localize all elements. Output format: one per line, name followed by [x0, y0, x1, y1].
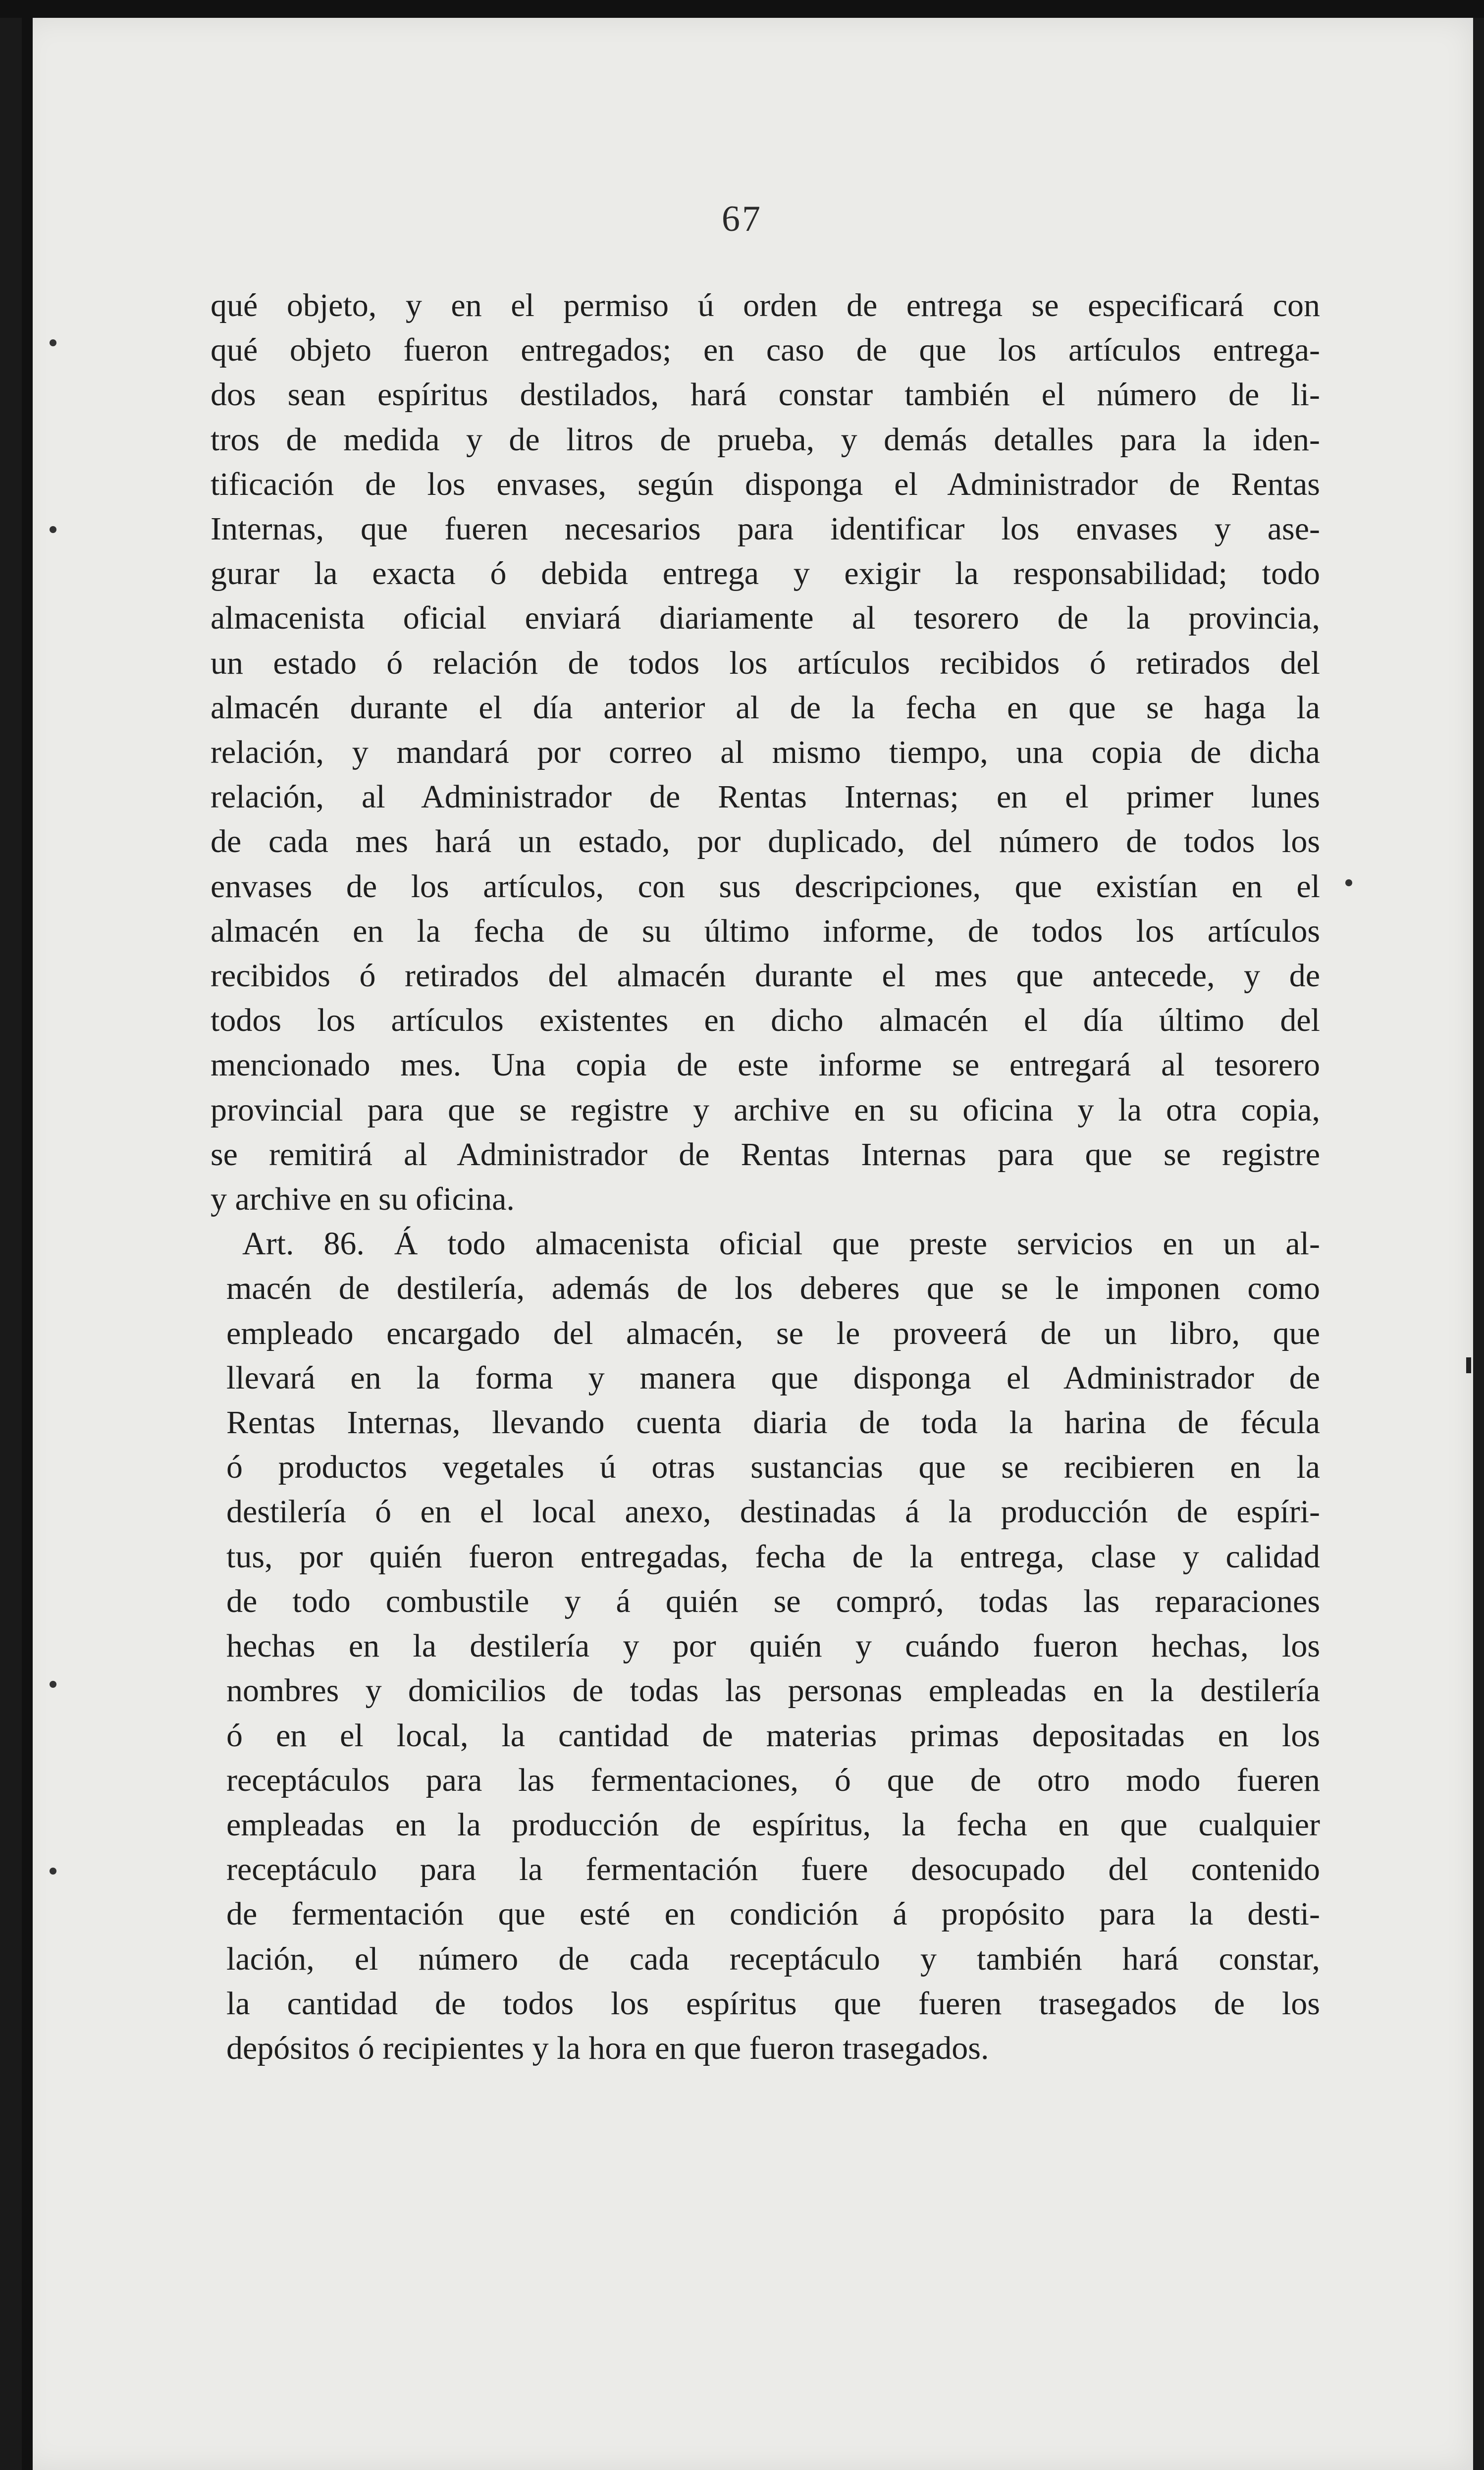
margin-mark — [1345, 879, 1352, 886]
paragraph-continuation — [211, 283, 1320, 1222]
text-line: receptáculos para las fermentaciones, ó que de otro modo fueren — [226, 1762, 1320, 1798]
text-line: de fermentación que esté en condición á propósito para la desti- — [226, 1896, 1320, 1933]
text-line: la cantidad de todos los espíritus que fueren trasegados de los — [226, 1985, 1320, 2022]
text-line: ó en el local, la cantidad de materias primas depositadas en los — [226, 1717, 1320, 1754]
text-line: envases de los artículos, con sus descripciones, que existían en el — [211, 868, 1320, 905]
text-line: relación, al Administrador de Rentas Internas; en el primer lunes — [211, 779, 1320, 815]
text-line: un estado ó relación de todos los artículos recibidos ó retirados del — [211, 644, 1320, 681]
text-line: Art. 86. Á todo almacenista oficial que preste servicios en un al- — [242, 1226, 1320, 1262]
margin-mark — [1466, 1357, 1471, 1373]
text-line: qué objeto fueron entregados; en caso de que los artículos entrega- — [211, 332, 1320, 369]
text-line: tros de medida y de litros de prueba, y demás detalles para la iden- — [211, 421, 1320, 458]
text-line: hechas en la destilería y por quién y cuándo fueron hechas, los — [226, 1628, 1320, 1665]
text-line: provincial para que se registre y archive en su oficina y la otra copia, — [211, 1091, 1320, 1128]
article-86-paragraph — [211, 1222, 1320, 2071]
text-line: receptáculo para la fermentación fuere desocupado del contenido — [226, 1851, 1320, 1888]
text-line: almacenista oficial enviará diariamente al tesorero de la provincia, — [211, 600, 1320, 637]
text-line: destilería ó en el local anexo, destinadas á la producción de espíri- — [226, 1494, 1320, 1530]
text-line: empleado encargado del almacén, se le proveerá de un libro, que — [226, 1315, 1320, 1351]
margin-mark — [50, 526, 56, 533]
text-line: relación, y mandará por correo al mismo tiempo, una copia de dicha — [211, 734, 1320, 771]
text-line: recibidos ó retirados del almacén durante el mes que antecede, y de — [211, 958, 1320, 994]
page-number: 67 — [722, 199, 762, 239]
text-line: mencionado mes. Una copia de este informe se entregará al tesorero — [211, 1047, 1320, 1083]
margin-mark — [50, 1868, 56, 1875]
scan-left-border — [22, 18, 33, 2470]
text-line: lación, el número de cada receptáculo y también hará constar, — [226, 1940, 1320, 1977]
text-line: qué objeto, y en el permiso ú orden de entrega se especificará con — [211, 287, 1320, 323]
margin-mark — [50, 1681, 56, 1688]
margin-mark — [50, 339, 56, 346]
text-line: llevará en la forma y manera que disponga el Administrador de — [226, 1359, 1320, 1396]
text-line: de todo combustile y á quién se compró, todas las reparaciones — [226, 1583, 1320, 1619]
body-text — [211, 283, 1320, 2071]
text-line: Rentas Internas, llevando cuenta diaria de toda la harina de fécula — [226, 1404, 1320, 1441]
text-line: gurar la exacta ó debida entrega y exigir la responsabilidad; todo — [211, 555, 1320, 592]
scan-top-border — [0, 0, 1484, 18]
text-line: todos los artículos existentes en dicho almacén el día último del — [211, 1002, 1320, 1039]
text-line: macén de destilería, además de los deberes que se le imponen como — [226, 1270, 1320, 1307]
text-line: almacén en la fecha de su último informe, de todos los artículos — [211, 913, 1320, 949]
text-line: nombres y domicilios de todas las personas empleadas en la destilería — [226, 1672, 1320, 1709]
text-line: se remitirá al Administrador de Rentas Internas para que se registre — [211, 1136, 1320, 1173]
text-line: ó productos vegetales ú otras sustancias que se recibieren en la — [226, 1449, 1320, 1486]
text-line: tus, por quién fueron entregadas, fecha de la entrega, clase y calidad — [226, 1538, 1320, 1575]
text-line: y archive en su oficina. — [211, 1181, 515, 1218]
text-line: Internas, que fueren necesarios para identificar los envases y ase- — [211, 511, 1320, 547]
text-line: almacén durante el día anterior al de la fecha en que se haga la — [211, 689, 1320, 726]
text-line: depósitos ó recipientes y la hora en que fueron trasegados. — [226, 2030, 989, 2066]
text-line: tificación de los envases, según disponga el Administrador de Rentas — [211, 466, 1320, 502]
text-line: dos sean espíritus destilados, hará constar también el número de li- — [211, 376, 1320, 413]
text-line: de cada mes hará un estado, por duplicado, del número de todos los — [211, 823, 1320, 860]
text-line: empleadas en la producción de espíritus, la fecha en que cualquier — [226, 1806, 1320, 1843]
